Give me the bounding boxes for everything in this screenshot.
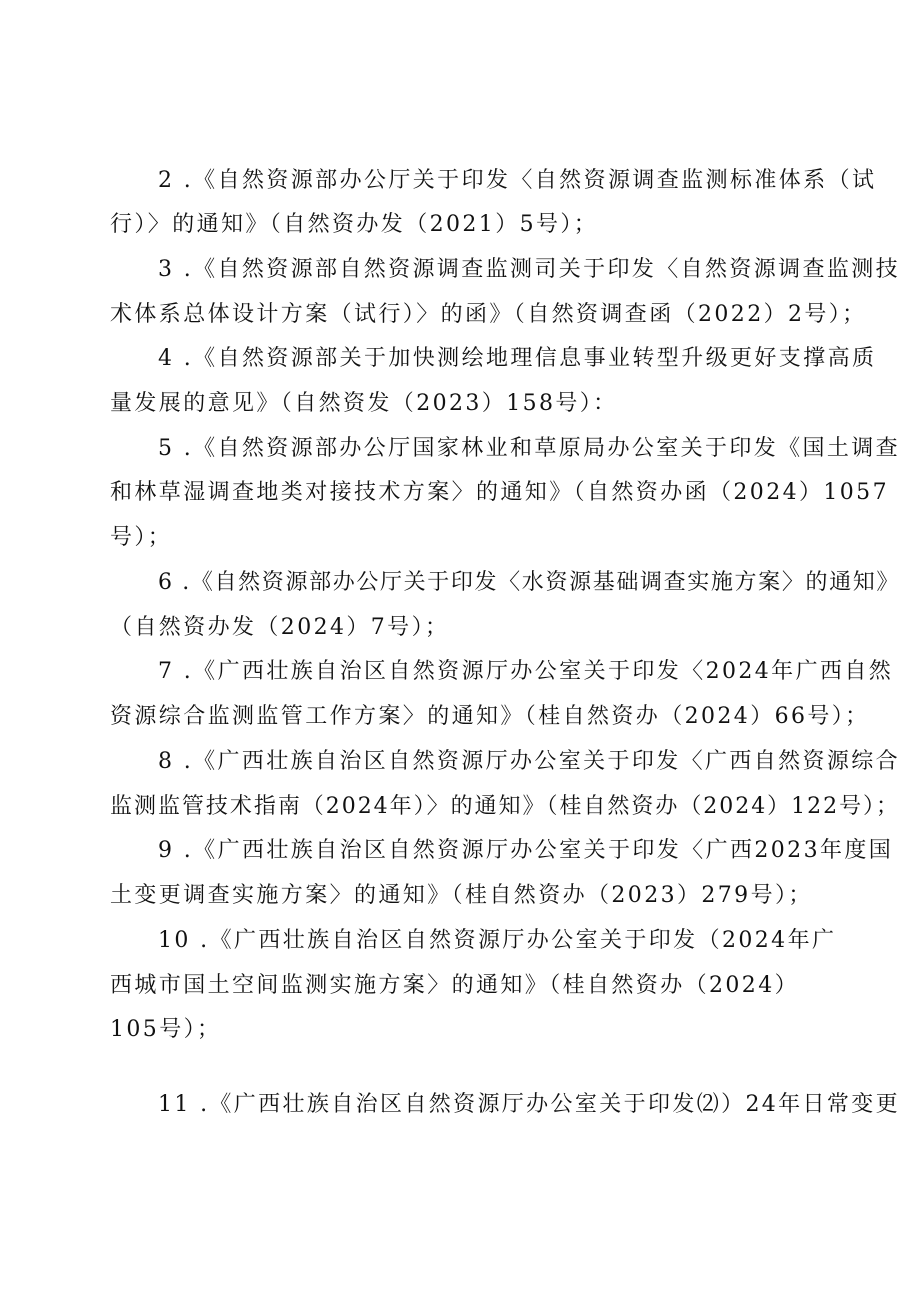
reference-5-line-1: 5 .《自然资源部办公厅国家林业和草原局办公室关于印发《国土调查 <box>158 436 900 461</box>
reference-2-line-2: 行）〉的通知》（自然资办发（2021）5号）； <box>110 212 599 237</box>
reference-6-line-2: （自然资办发（2024）7号）； <box>110 615 450 640</box>
reference-9-line-2: 土变更调查实施方案〉的通知》（桂自然资办（2023）279号）； <box>110 883 813 908</box>
reference-7-line-2: 资源综合监测监管工作方案〉的通知》（桂自然资办（2024）66号）； <box>110 704 870 729</box>
reference-7-line-1: 7 .《广西壮族自治区自然资源厅办公室关于印发〈2024年广西自然 <box>158 659 894 684</box>
reference-10-line-3: 105号）； <box>110 1017 222 1042</box>
reference-11-line-1: 11 .《广西壮族自治区自然资源厅办公室关于印发⑵）24年日常变更 <box>158 1092 900 1117</box>
reference-8-line-2: 监测监管技术指南（2024年）〉的通知》（桂自然资办（2024）122号）； <box>110 794 900 819</box>
reference-4-line-1: 4 .《自然资源部关于加快测绘地理信息事业转型升级更好支撑高质 <box>158 346 877 371</box>
reference-5-line-3: 号）； <box>110 525 173 550</box>
reference-10-line-1: 10 .《广西壮族自治区自然资源厅办公室关于印发（2024年广 <box>158 928 837 953</box>
reference-9-line-1: 9 .《广西壮族自治区自然资源厅办公室关于印发〈广西2023年度国 <box>158 838 894 863</box>
reference-3-line-2: 术体系总体设计方案（试行）〉的函》（自然资调查函（2022）2号）； <box>110 302 867 327</box>
reference-4-line-2: 量发展的意见》（自然资发（2023）158号）： <box>110 391 618 416</box>
reference-6-line-1: 6 .《自然资源部办公厅关于印发〈水资源基础调查实施方案〉的通知》 <box>158 570 900 595</box>
reference-3-line-1: 3 .《自然资源部自然资源调查监测司关于印发〈自然资源调查监测技 <box>158 257 900 282</box>
reference-8-line-1: 8 .《广西壮族自治区自然资源厅办公室关于印发〈广西自然资源综合 <box>158 749 900 774</box>
reference-5-line-2: 和林草湿调查地类对接技术方案〉的通知》（自然资办函（2024）1057 <box>110 480 889 505</box>
reference-2-line-1: 2 .《自然资源部办公厅关于印发〈自然资源调查监测标准体系（试 <box>158 168 877 193</box>
reference-10-line-2: 西城市国土空间监测实施方案〉的通知》（桂自然资办（2024） <box>110 973 799 998</box>
